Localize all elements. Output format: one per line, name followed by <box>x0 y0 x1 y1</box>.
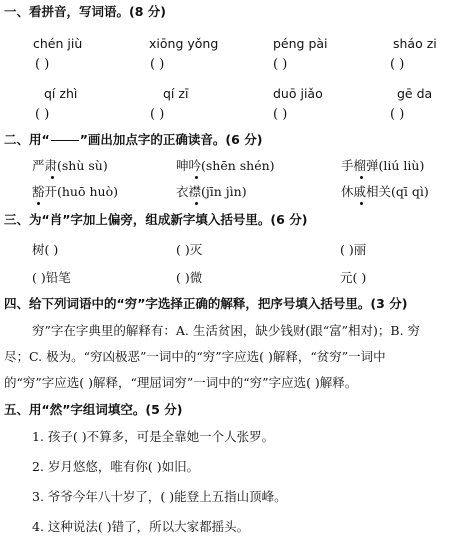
section-4-heading: 四、给下列词语中的“穷”字选择正确的解释，把序号填入括号里。(3 分) <box>4 296 408 311</box>
pinyin-5: qí zhì <box>44 86 78 101</box>
emphasis-dot <box>360 176 363 179</box>
answer-blank-8[interactable]: ( ) <box>390 107 405 122</box>
pinyin-6: qí zī <box>163 86 189 101</box>
emphasis-dot <box>51 176 54 179</box>
answer-blank-2[interactable]: ( ) <box>150 57 165 72</box>
answer-blank-3[interactable]: ( ) <box>273 57 288 72</box>
section-1-heading: 一、看拼音，写词语。(8 分) <box>4 4 166 19</box>
section-3-heading: 三、为“肖”字加上偏旁，组成新字填入括号里。(6 分) <box>4 212 308 227</box>
section-2-heading-pre: 二、用“ <box>4 132 50 147</box>
word-item-2: ( )灭 <box>176 242 203 257</box>
word-item-5: ( )微 <box>176 270 203 285</box>
section-2-heading-post: ”画出加点字的正确读音。(6 分) <box>79 132 263 147</box>
section-5-heading: 五、用“然”字组词填空。(5 分) <box>4 402 183 417</box>
reading-item-3: 手榴弹(liú liù) <box>341 158 425 173</box>
paragraph-line-1: 穷”字在字典里的解释有：A. 生活贫困，缺少钱财(跟“富”相对)；B. 穷 <box>32 323 421 338</box>
word-item-3: ( )丽 <box>340 242 367 257</box>
pinyin-1: chén jiù <box>33 36 83 51</box>
reading-item-1: 严肃(shù sù) <box>32 158 108 173</box>
paragraph-line-2: 尽；C. 极为。“穷凶极恶”一词中的“穷”字应选( )解释，“贫穷”一词中 <box>4 349 386 364</box>
reading-item-5: 衣襟(jīn jìn) <box>176 184 247 199</box>
pinyin-3: péng pài <box>273 36 328 51</box>
pinyin-4: sháo zi <box>393 36 437 51</box>
emphasis-dot <box>195 176 198 179</box>
emphasis-dot <box>195 202 198 205</box>
word-item-6: 元( ) <box>340 270 367 285</box>
emphasis-dot <box>360 202 363 205</box>
answer-blank-4[interactable]: ( ) <box>390 57 405 72</box>
sentence-3: 3. 爷爷今年八十岁了，( )能登上五指山顶峰。 <box>32 489 287 504</box>
sentence-2: 2. 岁月悠悠，唯有你( )如旧。 <box>32 459 200 474</box>
reading-item-2: 呻吟(shēn shén) <box>176 158 275 173</box>
sentence-4: 4. 这种说法( )错了，所以大家都摇头。 <box>32 519 250 534</box>
pinyin-7: duō jiǎo <box>273 86 323 101</box>
word-item-1: 树( ) <box>32 242 59 257</box>
answer-blank-6[interactable]: ( ) <box>150 107 165 122</box>
answer-blank-7[interactable]: ( ) <box>273 107 288 122</box>
pinyin-2: xiōng yǒng <box>149 36 219 51</box>
pinyin-8: gē da <box>397 86 433 101</box>
underline-mark <box>51 140 79 141</box>
reading-item-4: 豁开(huō huò) <box>32 184 118 199</box>
reading-item-6: 休戚相关(qī qì) <box>341 184 429 199</box>
answer-blank-1[interactable]: ( ) <box>35 57 50 72</box>
emphasis-dot <box>37 202 40 205</box>
answer-blank-5[interactable]: ( ) <box>35 107 50 122</box>
section-2-heading <box>4 134 262 147</box>
word-item-4: ( )铅笔 <box>32 270 71 285</box>
paragraph-line-3: 的“穷”字应选( )解释，“理屈词穷”一词中的“穷”字应选( )解释。 <box>4 375 358 390</box>
sentence-1: 1. 孩子( )不算多，可是全靠她一个人张罗。 <box>32 429 275 444</box>
